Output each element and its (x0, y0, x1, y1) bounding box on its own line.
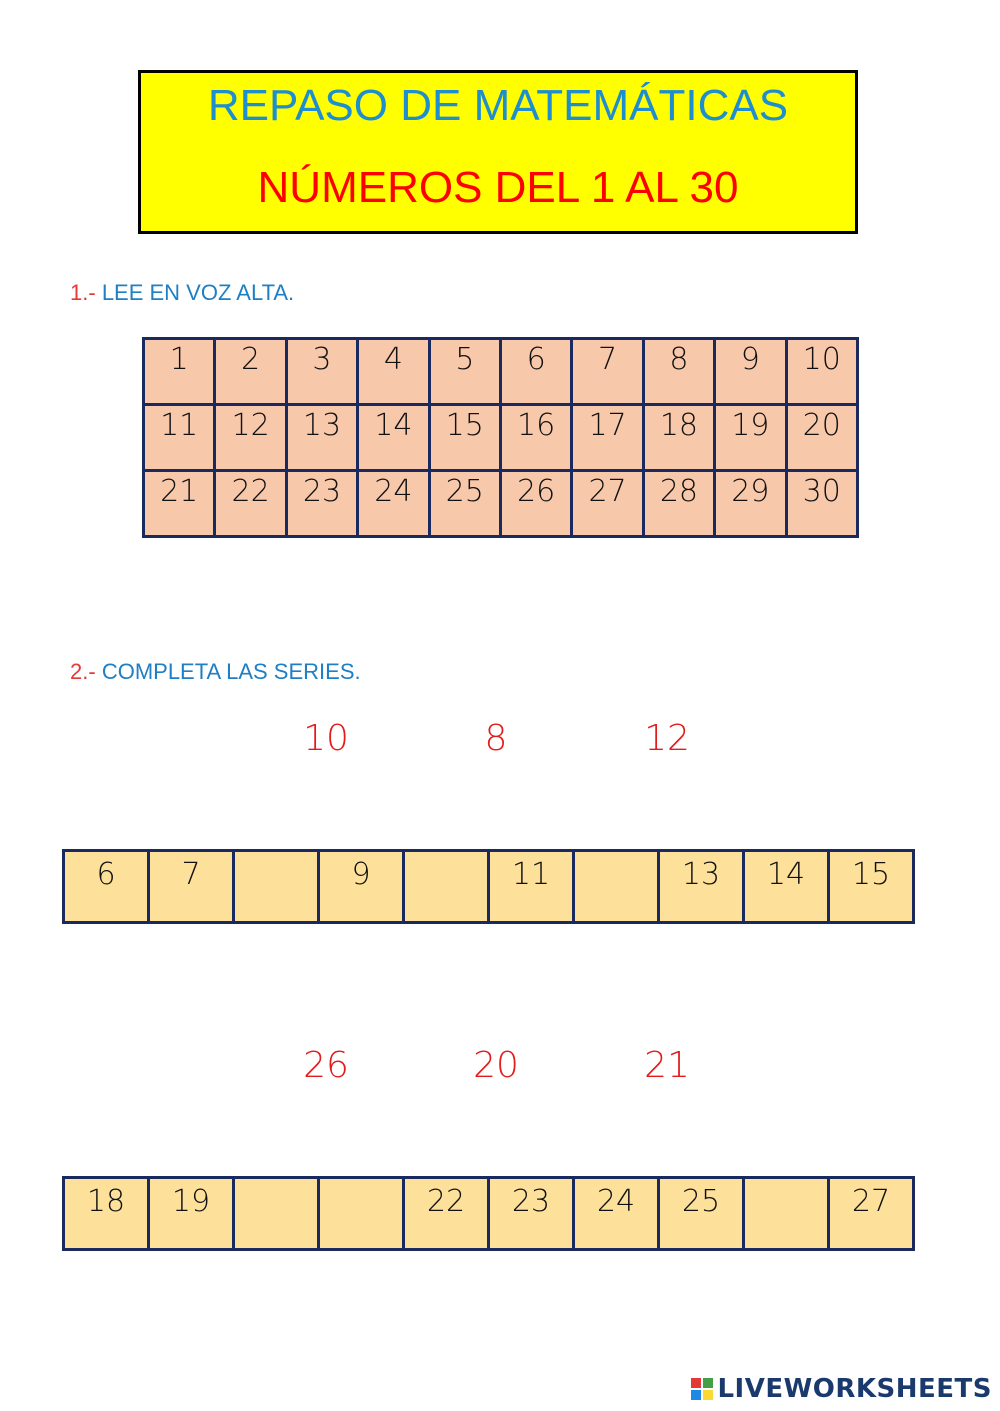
series-blank-slot[interactable] (574, 851, 659, 923)
series-cell: 15 (829, 851, 914, 923)
grid-cell: 27 (572, 471, 643, 537)
grid-cell: 9 (715, 339, 786, 405)
exercise1-instruction: LEE EN VOZ ALTA. (101, 280, 295, 305)
grid-cell: 4 (358, 339, 429, 405)
grid-cell: 10 (786, 339, 857, 405)
series-cell: 11 (489, 851, 574, 923)
series1-option[interactable]: 8 (484, 718, 508, 759)
series-cell: 23 (489, 1178, 574, 1250)
grid-cell: 18 (643, 405, 714, 471)
liveworksheets-icon (691, 1378, 713, 1400)
grid-cell: 6 (500, 339, 571, 405)
series-cell: 25 (659, 1178, 744, 1250)
grid-row (144, 339, 858, 405)
series-blank-slot[interactable] (234, 851, 319, 923)
grid-cell: 14 (358, 405, 429, 471)
exercise1-number: 1.- (70, 280, 96, 305)
exercise1-heading (70, 280, 294, 306)
grid-cell: 13 (286, 405, 357, 471)
grid-cell: 24 (358, 471, 429, 537)
grid-cell: 21 (144, 471, 215, 537)
grid-cell: 25 (429, 471, 500, 537)
liveworksheets-logo (691, 1374, 992, 1404)
grid-cell: 7 (572, 339, 643, 405)
series-cell: 22 (404, 1178, 489, 1250)
series-blank-slot[interactable] (744, 1178, 829, 1250)
series1-option[interactable]: 10 (303, 718, 349, 759)
page-subtitle: NÚMEROS DEL 1 AL 30 (257, 163, 739, 212)
grid-cell: 12 (215, 405, 286, 471)
series-cell: 19 (149, 1178, 234, 1250)
grid-cell: 8 (643, 339, 714, 405)
grid-cell: 1 (144, 339, 215, 405)
series-blank-slot[interactable] (404, 851, 489, 923)
series-row (64, 851, 914, 923)
series1-option[interactable]: 12 (644, 718, 690, 759)
grid-cell: 23 (286, 471, 357, 537)
series-cell: 24 (574, 1178, 659, 1250)
grid-cell: 22 (215, 471, 286, 537)
exercise2-number: 2.- (70, 659, 96, 684)
grid-row (144, 405, 858, 471)
series2-option[interactable]: 20 (473, 1045, 519, 1086)
exercise2-heading (70, 659, 361, 685)
series-row (64, 1178, 914, 1250)
liveworksheets-brand: LIVEWORKSHEETS (717, 1374, 992, 1404)
grid-cell: 30 (786, 471, 857, 537)
grid-cell: 26 (500, 471, 571, 537)
grid-row (144, 471, 858, 537)
grid-cell: 28 (643, 471, 714, 537)
series-cell: 7 (149, 851, 234, 923)
logo-square-red (691, 1378, 701, 1388)
logo-square-yellow (703, 1390, 713, 1400)
grid-cell: 3 (286, 339, 357, 405)
grid-cell: 15 (429, 405, 500, 471)
series-blank-slot[interactable] (319, 1178, 404, 1250)
logo-square-green (703, 1378, 713, 1388)
grid-cell: 29 (715, 471, 786, 537)
series1-grid (62, 849, 915, 924)
series-cell: 27 (829, 1178, 914, 1250)
series-cell: 13 (659, 851, 744, 923)
grid-cell: 16 (500, 405, 571, 471)
title-box (138, 70, 858, 234)
page-title: REPASO DE MATEMÁTICAS (207, 81, 789, 130)
logo-square-blue (691, 1390, 701, 1400)
grid-cell: 2 (215, 339, 286, 405)
series2-option[interactable]: 26 (303, 1045, 349, 1086)
grid-cell: 5 (429, 339, 500, 405)
grid-cell: 20 (786, 405, 857, 471)
series-cell: 18 (64, 1178, 149, 1250)
series2-option[interactable]: 21 (644, 1045, 690, 1086)
series2-grid (62, 1176, 915, 1251)
series-cell: 9 (319, 851, 404, 923)
number-grid-1-30 (142, 337, 859, 538)
series-cell: 6 (64, 851, 149, 923)
series-blank-slot[interactable] (234, 1178, 319, 1250)
series-cell: 14 (744, 851, 829, 923)
exercise2-instruction: COMPLETA LAS SERIES. (101, 659, 361, 684)
grid-cell: 17 (572, 405, 643, 471)
grid-cell: 19 (715, 405, 786, 471)
grid-cell: 11 (144, 405, 215, 471)
